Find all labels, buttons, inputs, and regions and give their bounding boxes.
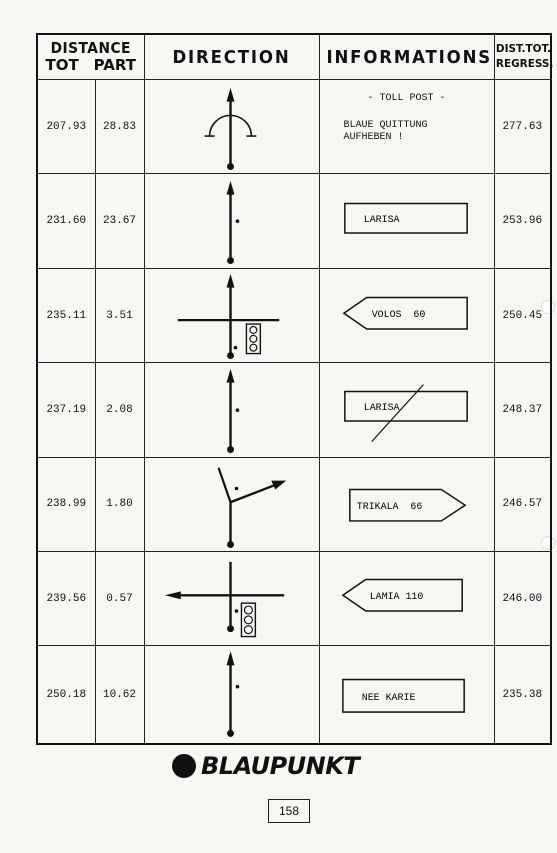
direction-cell	[144, 552, 319, 646]
part-distance: 23.67	[95, 174, 144, 268]
roadbook-table	[36, 33, 552, 745]
toll-note: BLAUE QUITTUNG AUFHEBEN !	[343, 120, 428, 143]
tot-distance: 207.93	[37, 80, 95, 174]
tot-label: TOT	[45, 56, 79, 74]
direction-sign	[320, 269, 494, 362]
regress-distance: 277.63	[494, 80, 551, 174]
traffic-light-icon	[241, 603, 255, 636]
information-cell	[319, 646, 494, 744]
direction-cell	[144, 363, 319, 457]
information-cell	[319, 80, 494, 174]
table-header-row	[37, 34, 551, 80]
regress-label-2: REGRESS.	[495, 57, 554, 70]
tot-distance: 237.19	[37, 363, 95, 457]
tot-distance: 238.99	[37, 457, 95, 551]
direction-sign	[320, 646, 494, 743]
straight-arrow-icon	[145, 80, 319, 173]
distance-label: DISTANCE	[50, 39, 131, 57]
regress-distance: 253.96	[494, 174, 551, 268]
sign-text: TRIKALA 66	[356, 500, 422, 512]
direction-cell	[144, 80, 319, 174]
informations-label: INFORMATIONS	[326, 46, 493, 68]
information-cell	[319, 268, 494, 362]
tot-distance: 231.60	[37, 174, 95, 268]
sign-text: LAMIA 110	[369, 591, 423, 603]
regress-distance: 248.37	[494, 363, 551, 457]
part-distance: 28.83	[95, 80, 144, 174]
part-distance: 3.51	[95, 268, 144, 362]
regress-label-1: DIST.TOT.	[495, 42, 552, 56]
page-number: 158	[268, 799, 310, 823]
brand-name: BLAUPUNKT	[201, 752, 360, 780]
straight-arrow-icon	[145, 646, 319, 743]
information-cell	[319, 174, 494, 268]
informations-header	[326, 34, 493, 80]
information-cell	[319, 457, 494, 551]
crossroad-icon	[145, 269, 319, 362]
regress-distance: 250.45	[494, 268, 551, 362]
table-row	[37, 552, 551, 646]
roadbook-page	[36, 33, 554, 745]
traffic-light-icon	[246, 324, 260, 353]
direction-cell	[144, 174, 319, 268]
logo-disc-icon	[172, 754, 196, 778]
straight-arrow-icon	[145, 363, 319, 456]
direction-label: DIRECTION	[172, 46, 291, 68]
sign-text: LARISA	[363, 402, 400, 414]
information-cell	[319, 363, 494, 457]
fork-right-icon	[145, 458, 319, 551]
tot-distance: 250.18	[37, 646, 95, 744]
regress-distance: 235.38	[494, 646, 551, 744]
regress-distance: 246.57	[494, 457, 551, 551]
blaupunkt-logo	[172, 752, 359, 780]
regress-distance: 246.00	[494, 552, 551, 646]
tot-distance: 235.11	[37, 268, 95, 362]
straight-arrow-icon	[145, 174, 319, 267]
direction-header	[151, 34, 312, 80]
table-row	[37, 457, 551, 551]
part-label: PART	[93, 56, 137, 74]
table-row	[37, 174, 551, 268]
toll-post-label: - TOLL POST -	[367, 93, 446, 104]
information-cell	[319, 552, 494, 646]
tot-distance: 239.56	[37, 552, 95, 646]
direction-cell	[144, 268, 319, 362]
table-row	[37, 80, 551, 174]
sign-text: VOLOS 60	[371, 309, 425, 320]
sign-text: LARISA	[363, 214, 400, 226]
part-distance: 10.62	[95, 646, 144, 744]
direction-sign	[320, 174, 494, 267]
distance-header	[37, 34, 144, 80]
table-row	[37, 363, 551, 457]
direction-sign	[320, 363, 494, 456]
direction-sign	[320, 458, 494, 551]
sign-text: NEE KARIE	[361, 693, 415, 705]
table-row	[37, 646, 551, 744]
turn-left-icon	[145, 552, 319, 645]
direction-cell	[144, 646, 319, 744]
part-distance: 1.80	[95, 457, 144, 551]
direction-sign	[320, 552, 494, 645]
table-row	[37, 268, 551, 362]
part-distance: 2.08	[95, 363, 144, 457]
part-distance: 0.57	[95, 552, 144, 646]
regress-header	[495, 34, 554, 80]
direction-cell	[144, 457, 319, 551]
